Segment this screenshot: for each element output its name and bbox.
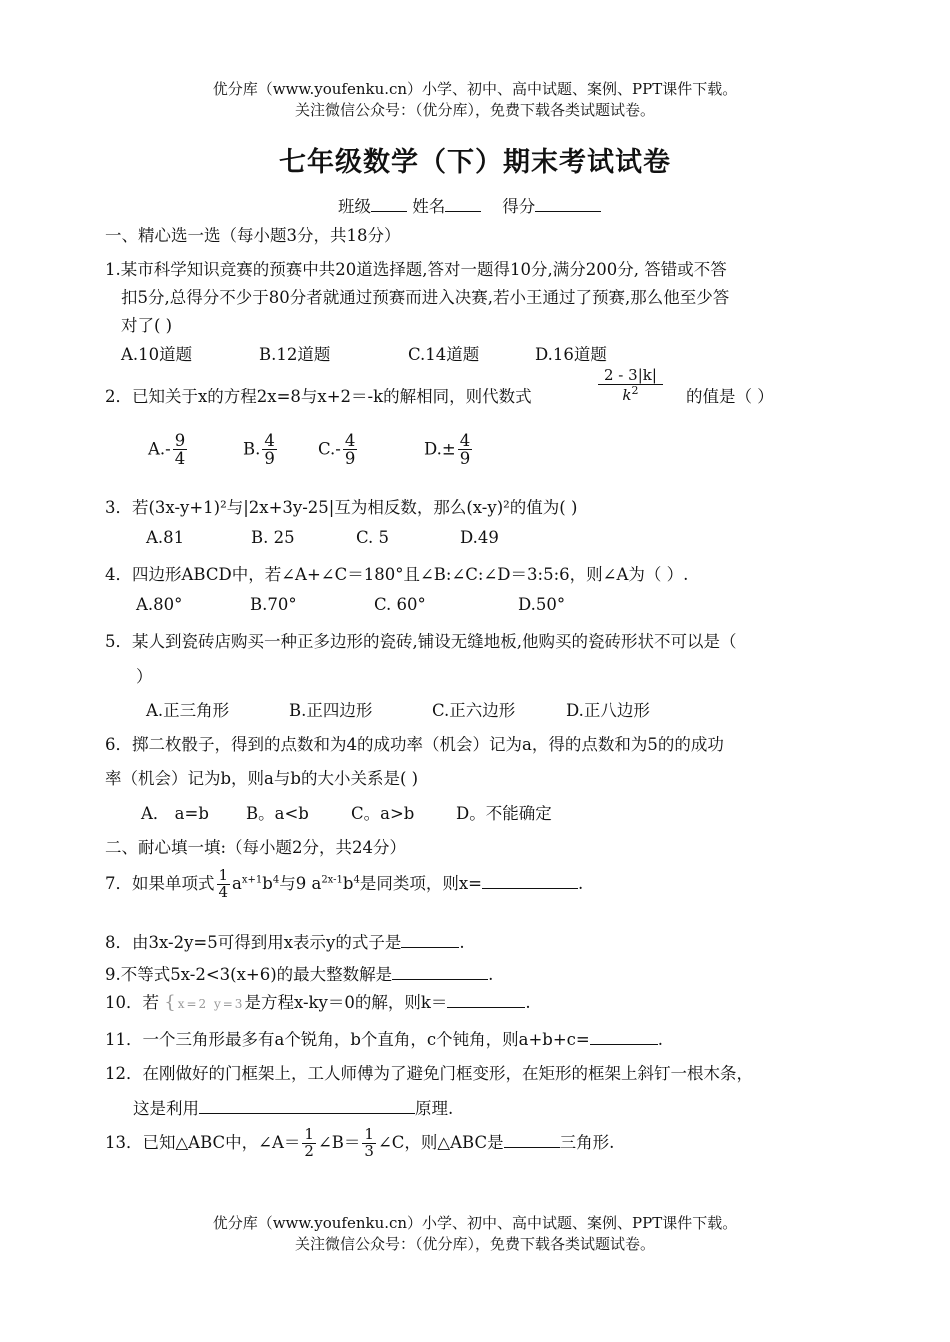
q7-end: . xyxy=(577,873,584,893)
q2-option-d-sign: ± xyxy=(441,439,456,459)
q6-line-1: 6．掷二枚骰子，得到的点数和为4的成功率（机会）记为a，得的点数和为5的的成功 xyxy=(105,735,724,754)
q13-answer-blank[interactable] xyxy=(504,1133,560,1148)
q1-line-1: 1.某市科学知识竞赛的预赛中共20道选择题,答对一题得10分,满分200分, 答错或不答 xyxy=(105,260,727,279)
q3-option-c[interactable]: C. 5 xyxy=(356,528,390,547)
q7-mono1-b-exp: 4 xyxy=(272,874,280,886)
class-blank[interactable] xyxy=(371,197,407,212)
q7-answer-blank[interactable] xyxy=(482,874,578,889)
q11-text: 11．一个三角形最多有a个锐角，b个直角，c个钝角，则a+b+c= xyxy=(105,1030,590,1049)
q5-option-d[interactable]: D.正八边形 xyxy=(566,701,650,720)
q1-option-b[interactable]: B.12道题 xyxy=(259,345,331,364)
q4-option-a[interactable]: A.80° xyxy=(136,595,183,614)
q2-option-a-label: A. xyxy=(148,439,166,459)
q2-option-a[interactable] xyxy=(148,432,189,468)
q2-option-c-num: 4 xyxy=(344,431,356,450)
q13-frac1-num: 1 xyxy=(304,1125,314,1143)
q10-answer-blank[interactable] xyxy=(447,993,525,1008)
score-label: 得分 xyxy=(502,197,536,216)
q5-option-c[interactable]: C.正六边形 xyxy=(432,701,516,720)
q2-option-d-label: D. xyxy=(424,439,442,459)
q11-end: . xyxy=(657,1030,664,1049)
q12-line2-suffix: 原理. xyxy=(415,1099,454,1118)
q2-prefix: 2．已知关于x的方程2x=8与x+2＝-k的解相同，则代数式 xyxy=(105,387,532,406)
q8-answer-blank[interactable] xyxy=(401,933,459,948)
q8-line xyxy=(105,929,465,953)
q7-mono2-b-exp: 4 xyxy=(353,874,360,886)
q10-suffix: 是方程x-ky＝0的解，则k＝ xyxy=(244,993,448,1012)
footer-line-1: 优分库（www.youfenku.cn）小学、初中、高中试题、案例、PPT课件下载。 xyxy=(212,1214,738,1232)
footer-line-2: 关注微信公众号：（优分库），免费下载各类试题试卷。 xyxy=(294,1235,655,1253)
q7-frac-num: 1 xyxy=(218,866,229,884)
q1-option-d[interactable]: D.16道题 xyxy=(535,345,607,364)
q10-end: . xyxy=(525,993,531,1012)
q13-mid: ∠B＝ xyxy=(317,1132,361,1152)
info-line xyxy=(338,193,601,217)
q12-line-1: 12．在刚做好的门框架上，工人师傅为了避免门框变形，在矩形的框架上斜钉一根木条， xyxy=(105,1064,753,1083)
q6-option-b[interactable]: B。a<b xyxy=(246,804,309,823)
q7-frac-den: 4 xyxy=(218,882,229,901)
q2-option-b-den: 9 xyxy=(264,449,275,469)
q9-end: . xyxy=(488,965,494,984)
q2-option-a-sign: - xyxy=(165,439,171,459)
q2-option-a-den: 4 xyxy=(174,449,186,469)
q10-system-brace: { xyxy=(164,992,178,1013)
q5-option-b[interactable]: B.正四边形 xyxy=(289,701,373,720)
q2-option-c-sign: - xyxy=(335,439,341,459)
q4-option-c[interactable]: C. 60° xyxy=(374,595,426,614)
q5-line-2: ） xyxy=(136,667,153,686)
q6-option-d[interactable]: D。不能确定 xyxy=(456,804,552,823)
q13-end: 三角形. xyxy=(559,1132,615,1152)
q3-text: 3．若(3x-y+1)²与|2x+3y-25|互为相反数，那么(x-y)²的值为( ) xyxy=(105,498,578,517)
q10-system: x=2 y=3 xyxy=(177,997,245,1011)
q7-prefix: 7．如果单项式 xyxy=(105,873,215,893)
q2-option-a-num: 9 xyxy=(174,431,186,450)
q8-end: . xyxy=(459,933,465,952)
q2-option-b[interactable] xyxy=(243,432,279,468)
q13-frac2-num: 1 xyxy=(364,1125,374,1143)
q7-mono2-b: b xyxy=(342,873,354,893)
q7-mono1-a: a xyxy=(232,873,242,893)
q11-line xyxy=(105,1026,663,1050)
q7-mono2-a: a xyxy=(311,873,322,893)
q2-frac-den-base: k xyxy=(622,385,632,404)
q2-frac-den-exp: 2 xyxy=(631,383,639,397)
q12-answer-blank[interactable] xyxy=(199,1099,415,1114)
q2-fraction xyxy=(596,368,665,404)
q13-frac1-den: 2 xyxy=(304,1141,314,1160)
q5-line-1: 5．某人到瓷砖店购买一种正多边形的瓷砖,铺设无缝地板,他购买的瓷砖形状不可以是（ xyxy=(105,632,737,651)
q2-option-c-label: C. xyxy=(318,439,336,459)
q9-line xyxy=(105,961,493,985)
q2-option-d[interactable] xyxy=(424,432,474,468)
name-label: 姓名 xyxy=(412,197,446,216)
q7-mono2-a-exp: 2x-1 xyxy=(321,874,343,886)
header-line-2: 关注微信公众号：（优分库），免费下载各类试题试卷。 xyxy=(294,101,655,119)
q13-suffix: ∠C，则△ABC是 xyxy=(377,1132,504,1152)
q1-line-2: 扣5分,总得分不少于80分者就通过预赛而进入决赛,若小王通过了预赛,那么他至少答 xyxy=(121,288,730,307)
q13-line xyxy=(105,1127,614,1160)
q1-option-a[interactable]: A.10道题 xyxy=(121,345,193,364)
q3-option-d[interactable]: D.49 xyxy=(460,528,499,547)
q12-line-2 xyxy=(133,1095,453,1119)
q11-answer-blank[interactable] xyxy=(590,1030,658,1045)
q1-line-3: 对了( ) xyxy=(121,316,173,335)
q2-option-c-den: 9 xyxy=(344,449,356,469)
q2-option-c[interactable] xyxy=(318,432,359,468)
q4-text: 4．四边形ABCD中，若∠A+∠C＝180°且∠B:∠C:∠D＝3:5:6，则∠A为（ ）. xyxy=(105,565,689,584)
q3-option-a[interactable]: A.81 xyxy=(146,528,185,547)
q6-line-2: 率（机会）记为b，则a与b的大小关系是( ) xyxy=(105,769,419,788)
q6-option-a[interactable]: A． a=b xyxy=(141,804,209,823)
section-1-heading: 一、精心选一选（每小题3分，共18分） xyxy=(105,226,401,245)
q7-mono1-b: b xyxy=(262,873,273,893)
q7-mid: 与9 xyxy=(279,873,307,893)
q7-line xyxy=(105,868,583,901)
class-label: 班级 xyxy=(338,197,371,216)
q5-option-a[interactable]: A.正三角形 xyxy=(146,701,230,720)
q2-suffix: 的值是（ ） xyxy=(686,387,774,406)
name-blank[interactable] xyxy=(445,197,481,212)
q2-option-b-label: B. xyxy=(243,439,261,459)
q12-line2-prefix: 这是利用 xyxy=(133,1099,199,1118)
q9-answer-blank[interactable] xyxy=(392,965,488,980)
q13-frac2-den: 3 xyxy=(364,1141,374,1160)
q2-option-d-den: 9 xyxy=(459,449,471,469)
q2-option-b-num: 4 xyxy=(264,431,275,450)
q2-option-d-num: 4 xyxy=(459,431,471,450)
header-line-1: 优分库（www.youfenku.cn）小学、初中、高中试题、案例、PPT课件下载。 xyxy=(212,80,738,98)
score-blank[interactable] xyxy=(535,197,601,212)
q6-option-c[interactable]: C。a>b xyxy=(351,804,415,823)
q7-mono1-a-exp: x+1 xyxy=(241,874,263,886)
q2-frac-num: 2 - 3|k| xyxy=(604,366,657,384)
q10-prefix: 10．若 xyxy=(105,993,159,1012)
q7-suffix: 是同类项，则x= xyxy=(359,873,482,893)
q9-text: 9.不等式5x-2<3(x+6)的最大整数解是 xyxy=(105,965,393,984)
q4-option-d[interactable]: D.50° xyxy=(518,595,566,614)
q4-option-b[interactable]: B.70° xyxy=(250,595,297,614)
q8-text: 8．由3x-2y=5可得到用x表示y的式子是 xyxy=(105,933,402,952)
q13-prefix: 13．已知△ABC中，∠A＝ xyxy=(105,1132,301,1152)
q10-line xyxy=(105,989,531,1013)
page-title: 七年级数学（下）期末考试试卷 xyxy=(279,147,671,178)
q3-option-b[interactable]: B. 25 xyxy=(251,528,295,547)
q1-option-c[interactable]: C.14道题 xyxy=(408,345,480,364)
section-2-heading: 二、耐心填一填:（每小题2分，共24分） xyxy=(105,838,407,857)
